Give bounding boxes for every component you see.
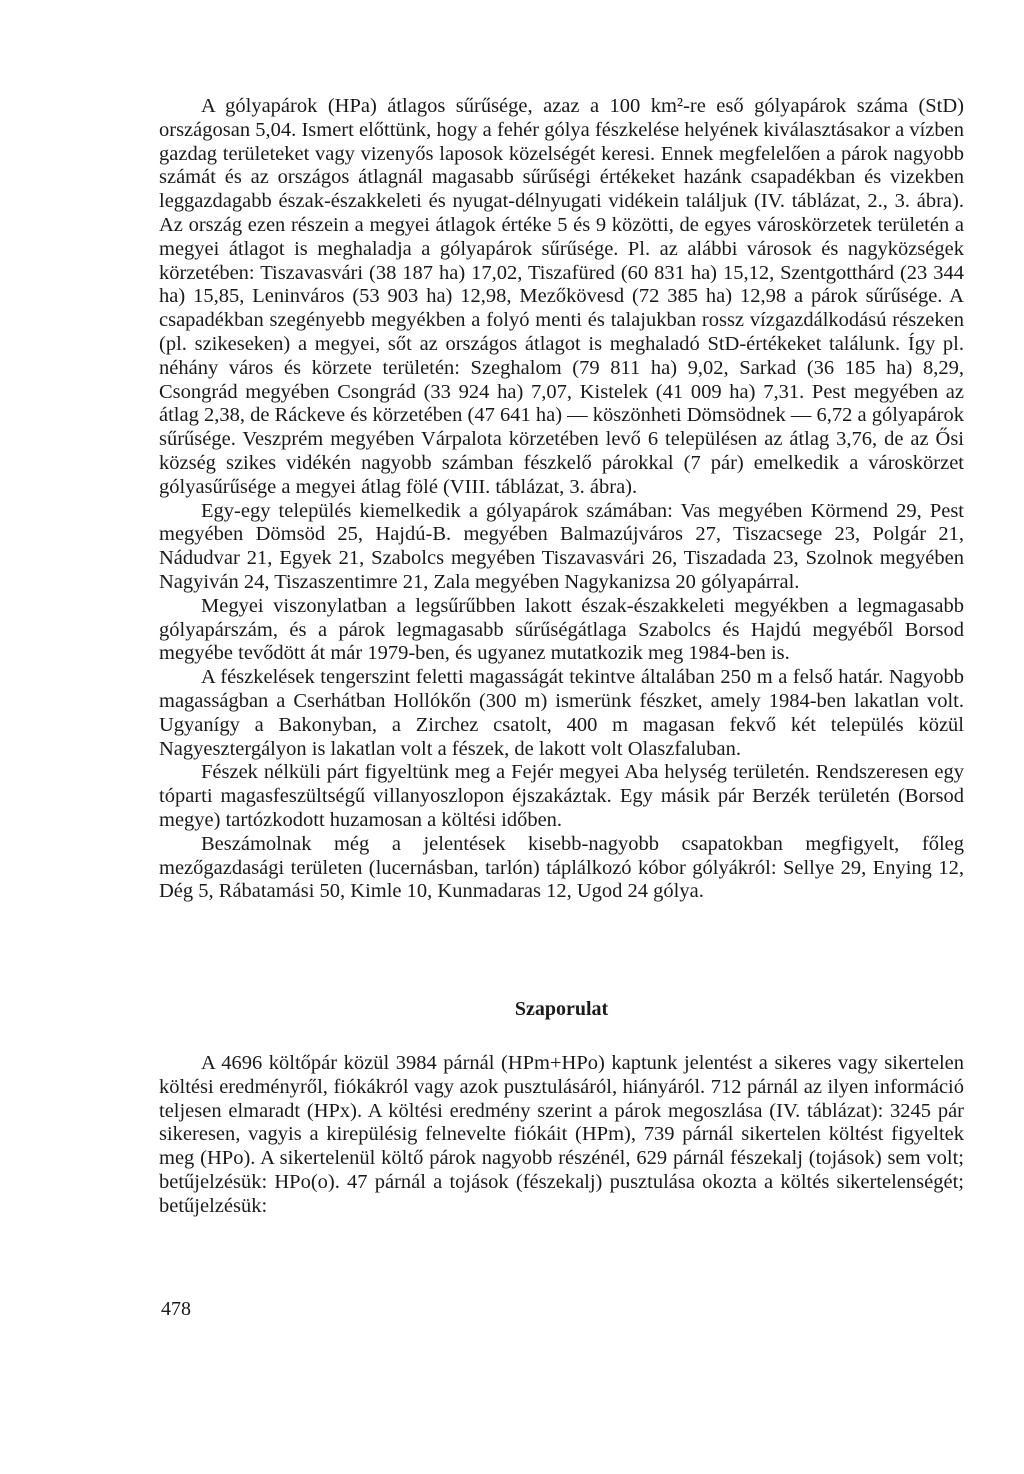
page-number: 478 xyxy=(161,1298,191,1320)
paragraph-nestless-pairs: Fészek nélküli párt figyeltünk meg a Fejér megyei Aba helység területén. Rendszeresen egy tóparti magasfeszültségű villanyoszlopon éjszakáztak. Egy másik pár Berzék területén (Borsod megye) tartózkodott huzamosan a költési időben. xyxy=(159,761,964,831)
paragraph-county-relations: Megyei viszonylatban a legsűrűbben lakott észak-északkeleti megyékben a legmagasabb gólyapárszám, és a párok legmagasabb sűrűségátlaga Szabolcs és Hajdú megyéből Borsod megyébe tevődött át már 1979-ben, és ugyanez mutatkozik meg 1984-ben is. xyxy=(159,594,964,665)
population-density-section xyxy=(159,95,964,904)
paragraph-breeding-result: A 4696 költőpár közül 3984 párnál (HPm+HPo) kaptunk jelentést a sikeres vagy sikertelen költési eredményről, fiókákról vagy azok pusztulásáról, hiányáról. 712 párnál az ilyen információ teljesen elmaradt (HPx). A költési eredmény szerint a párok megoszlása (IV. táblázat): 3245 pár sikeresen, vagyis a kirepülésig felnevelte fiókáit (HPm), 739 párnál sikertelen költést figyeltek meg (HPo). A sikertelenül költő párok nagyobb részénél, 629 párnál fészekalj (tojások) sem volt; betűjelzésük: HPo(o). 47 párnál a tojások (fészekalj) pusztulása okozta a költés sikertelenségét; betűjelzésük: xyxy=(159,1052,964,1217)
paragraph-density: A gólyapárok (HPa) átlagos sűrűsége, azaz a 100 km²-re eső gólyapárok száma (StD) országosan 5,04. Ismert előttünk, hogy a fehér gólya fészkelése helyének kiválasztásakor a vízben gazdag területeket vagy vizenyős laposok közelségét keresi. Ennek megfelelően a párok nagyobb számát és az országos átlagnál magasabb sűrűségi értékeket hazánk csapadékban és vizekben leggazdagabb észak-északkeleti és nyugat-délnyugati vidékein találjuk (IV. táblázat, 2., 3. ábra). Az ország ezen részein a megyei átlagok értéke 5 és 9 közötti, de egyes városkörzetek területén a megyei átlagot is meghaladja a gólyapárok sűrűsége. Pl. az alábbi városok és nagyközségek körzetében: Tiszavasvári (38 187 ha) 17,02, Tiszafüred (60 831 ha) 15,12, Szentgotthárd (23 344 ha) 15,85, Leninváros (53 903 ha) 12,98, Mezőkövesd (72 385 ha) 12,98 a párok sűrűsége. A csapadékban szegényebb megyékben a folyó menti és talajukban rossz vízgazdálkodású részeken (pl. szikeseken) a megyei, sőt az országos átlagot is meghaladó StD-értékeket találunk. Így pl. néhány város és körzete területén: Szeghalom (79 811 ha) 9,02, Sarkad (36 185 ha) 8,29, Csongrád megyében Csongrád (33 924 ha) 7,07, Kistelek (41 009 ha) 7,31. Pest megyében az átlag 2,38, de Ráckeve és körzetében (47 641 ha) — köszönheti Dömsödnek — 6,72 a gólyapárok sűrűsége. Veszprém megyében Várpalota körzetében levő 6 településen az átlag 3,76, de az Ősi község szikes vidékén nagyobb számban fészkelő párokkal (7 pár) emelkedik a városkörzet gólyasűrűsége a megyei átlag fölé (VIII. táblázat, 3. ábra). xyxy=(159,95,964,498)
paragraph-wandering-storks: Beszámolnak még a jelentések kisebb-nagyobb csapatokban megfigyelt, főleg mezőgazdasági területen (lucernásban, tarlón) táplálkozó kóbor gólyákról: Sellye 29, Enying 12, Dég 5, Rábatamási 50, Kimle 10, Kunmadaras 12, Ugod 24 gólya. xyxy=(159,832,964,903)
paragraph-settlements: Egy-egy település kiemelkedik a gólyapárok számában: Vas megyében Körmend 29, Pest megyében Dömsöd 25, Hajdú-B. megyében Balmazújváros 27, Tiszacsege 23, Polgár 21, Nádudvar 21, Egyek 21, Szabolcs megyében Tiszavasvári 26, Tiszadada 23, Szolnok megyében Nagyiván 24, Tiszaszentimre 21, Zala megyében Nagykanizsa 20 gólyapárral. xyxy=(159,499,964,593)
reproduction-section xyxy=(159,997,964,1219)
document-page xyxy=(159,95,964,1219)
section-heading: Szaporulat xyxy=(514,998,609,1021)
paragraph-altitude: A fészkelések tengerszint feletti magasságát tekintve általában 250 m a felső határ. Nagyobb magasságban a Cserhátban Hollókőn (300 m) ismerünk fészket, amely 1984-ben lakatlan volt. Ugyanígy a Bakonyban, a Zirchez csatolt, 400 m magasan fekvő két település közül Nagyesztergályon is lakatlan volt a fészek, de lakott volt Olaszfaluban. xyxy=(159,666,964,760)
